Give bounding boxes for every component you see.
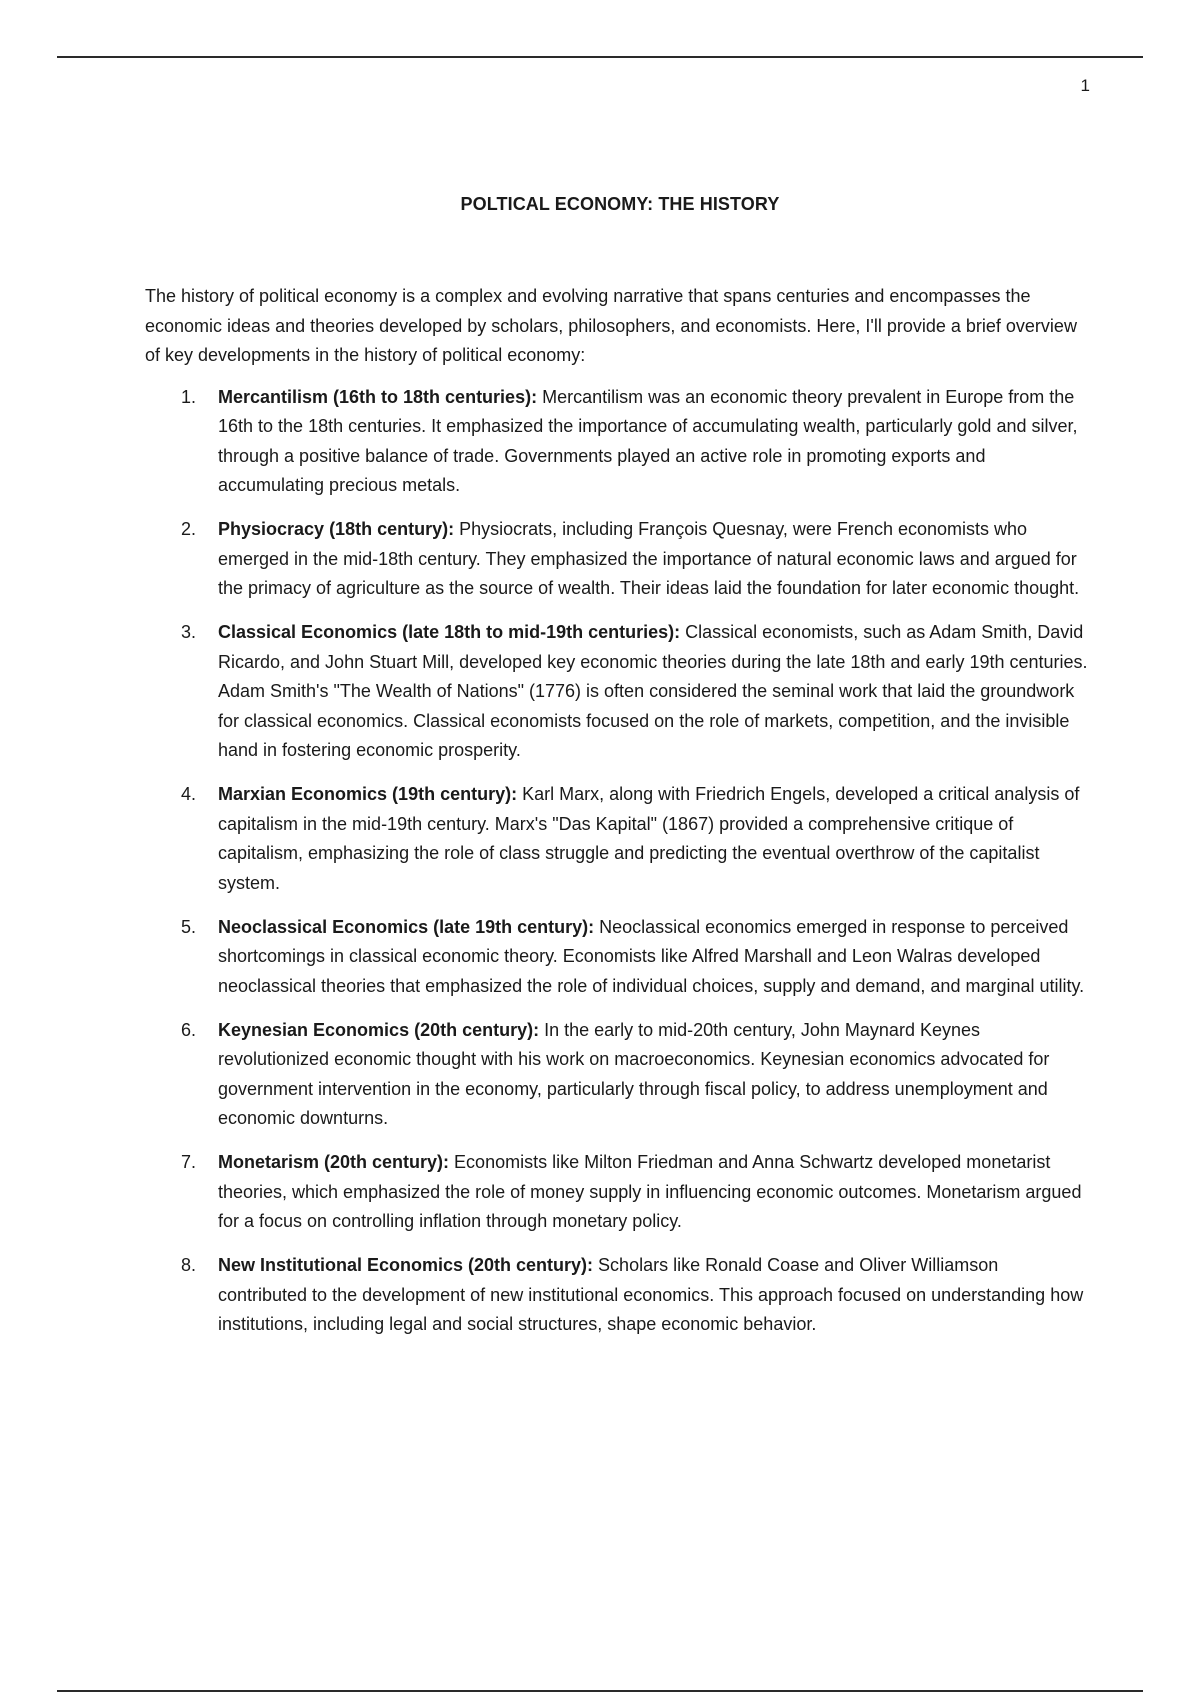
- list-item: [145, 383, 1090, 501]
- list-item-heading: Physiocracy (18th century):: [218, 519, 455, 539]
- header-rule: [57, 56, 1143, 58]
- list-item: [145, 1016, 1090, 1134]
- list-item-heading: New Institutional Economics (20th century):: [218, 1255, 594, 1275]
- list-item-heading: Marxian Economics (19th century):: [218, 784, 518, 804]
- list-item-heading: Keynesian Economics (20th century):: [218, 1019, 540, 1040]
- list-item: [145, 780, 1090, 898]
- list-item-number: 8.: [181, 1255, 197, 1275]
- list-item-number: 3.: [181, 622, 197, 642]
- list-item-text: Classical economists, such as Adam Smith, David Ricardo, and John Stuart Mill, developed key economic theories during the late 18th and early 19th centuries. Adam Smith's "The Wealth of Nations" (1776) is often considered the seminal work that laid the groundwork for classical economics. Classical economists focused on the role of markets, competition, and the invisible hand in fostering economic prosperity.: [218, 622, 1088, 760]
- list-item-number: 5.: [181, 916, 197, 937]
- list-item-number: 7.: [181, 1152, 197, 1172]
- list-item-text: Karl Marx, along with Friedrich Engels, developed a critical analysis of capitalism in the mid-19th century. Marx's "Das Kapital" (1867) provided a comprehensive critique of capitalism, emphasizing the role of class struggle and predicting the eventual overthrow of the capitalist system.: [218, 784, 1080, 893]
- list-item-heading: Classical Economics (late 18th to mid-19th centuries):: [218, 622, 681, 642]
- list-item-heading: Monetarism (20th century):: [218, 1152, 450, 1172]
- document-title: POLTICAL ECONOMY: THE HISTORY: [460, 194, 780, 214]
- document-body: [145, 282, 1090, 1354]
- page-number: 1: [1080, 76, 1090, 95]
- list-item-heading: Mercantilism (16th to 18th centuries):: [218, 386, 538, 407]
- intro-paragraph: The history of political economy is a complex and evolving narrative that spans centuries and encompasses the economic ideas and theories developed by scholars, philosophers, and economists. Here, I'll provide a brief overview of key developments in the history of political economy:: [145, 286, 1077, 365]
- list-item-heading: Neoclassical Economics (late 19th century):: [218, 916, 595, 937]
- list-item-text: Neoclassical economics emerged in response to perceived shortcomings in classical economic theory. Economists like Alfred Marshall and Leon Walras developed neoclassical theories that emphasized the role of individual choices, supply and demand, and marginal utility.: [218, 916, 1085, 996]
- list-item: [145, 913, 1090, 1002]
- list-item: [145, 1148, 1090, 1237]
- list-item-number: 2.: [181, 519, 197, 539]
- list-item-text: Economists like Milton Friedman and Anna Schwartz developed monetarist theories, which emphasized the role of money supply in influencing economic outcomes. Monetarism argued for a focus on controlling inflation through monetary policy.: [218, 1152, 1082, 1231]
- list-item: [145, 618, 1090, 766]
- list-item: [145, 1251, 1090, 1340]
- history-list: [145, 383, 1090, 1340]
- list-item-number: 6.: [181, 1019, 197, 1040]
- list-item-number: 4.: [181, 784, 197, 804]
- list-item: [145, 515, 1090, 604]
- list-item-text: Scholars like Ronald Coase and Oliver Williamson contributed to the development of new institutional economics. This approach focused on understanding how institutions, including legal and social structures, shape economic behavior.: [218, 1255, 1084, 1334]
- list-item-number: 1.: [181, 386, 197, 407]
- list-item-text: Physiocrats, including François Quesnay, were French economists who emerged in the mid-18th century. They emphasized the importance of natural economic laws and argued for the primacy of agriculture as the source of wealth. Their ideas laid the foundation for later economic thought.: [218, 519, 1080, 598]
- footer-rule: [57, 1690, 1143, 1692]
- list-item-text: Mercantilism was an economic theory prevalent in Europe from the 16th to the 18th centuries. It emphasized the importance of accumulating wealth, particularly gold and silver, through a positive balance of trade. Governments played an active role in promoting exports and accumulating precious metals.: [218, 386, 1078, 495]
- list-item-text: In the early to mid-20th century, John Maynard Keynes revolutionized economic thought with his work on macroeconomics. Keynesian economics advocated for government intervention in the economy, particularly through fiscal policy, to address unemployment and economic downturns.: [218, 1019, 1050, 1128]
